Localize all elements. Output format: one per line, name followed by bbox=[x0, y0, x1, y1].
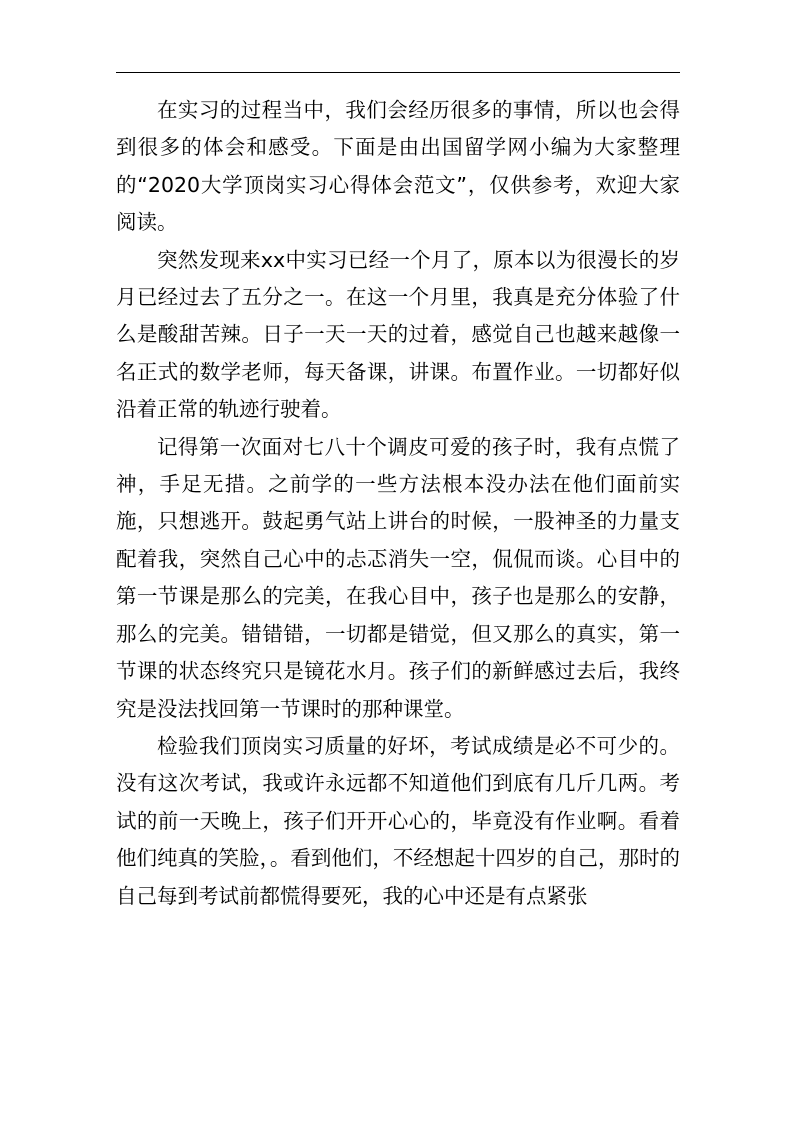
paragraph-first-month: 突然发现来xx中实习已经一个月了，原本以为很漫长的岁月已经过去了五分之一。在这一个月里，我真是充分体验了什么是酸甜苦辣。日子一天一天的过着，感觉自己也越来越像一名正式的数学老师，每天备课，讲课。布置作业。一切都好似沿着正常的轨迹行驶着。 bbox=[116, 247, 680, 422]
header-rule bbox=[116, 72, 680, 73]
paragraph-intro: 在实习的过程当中，我们会经历很多的事情，所以也会得到很多的体会和感受。下面是由出国留学网小编为大家整理的“2020大学顶岗实习心得体会范文”，仅供参考，欢迎大家阅读。 bbox=[116, 98, 680, 235]
paragraph-exam: 检验我们顶岗实习质量的好坏，考试成绩是必不可少的。没有这次考试，我或许永远都不知道他们到底有几斤几两。考试的前一天晚上，孩子们开开心心的，毕竟没有作业啊。看着他们纯真的笑脸，。看到他们，不经想起十四岁的自己，那时的自己每到考试前都慌得要死，我的心中还是有点紧张 bbox=[116, 733, 680, 908]
document-body bbox=[116, 92, 680, 915]
paragraph-first-class: 记得第一次面对七八十个调皮可爱的孩子时，我有点慌了神，手足无措。之前学的一些方法根本没办法在他们面前实施，只想逃开。鼓起勇气站上讲台的时候，一股神圣的力量支配着我，突然自己心中的忐忑消失一空，侃侃而谈。心目中的第一节课是那么的完美，在我心目中，孩子也是那么的安静，那么的完美。错错错，一切都是错觉，但又那么的真实，第一节课的状态终究只是镜花水月。孩子们的新鲜感过去后，我终究是没法找回第一节课时的那种课堂。 bbox=[116, 434, 680, 721]
